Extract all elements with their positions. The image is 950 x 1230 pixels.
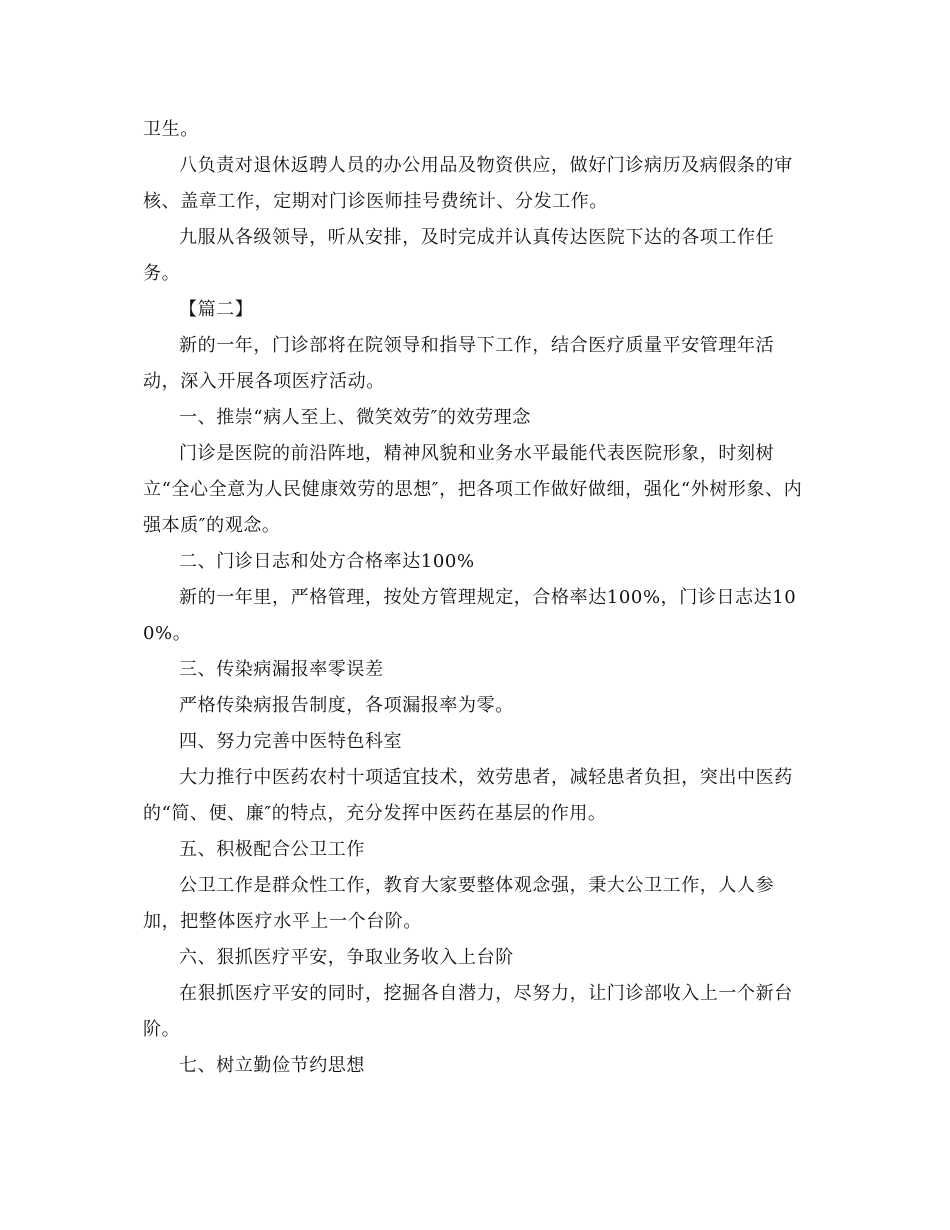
paragraph-two: 新的一年里，严格管理，按处方管理规定，合格率达100%，门诊日志达100%。 xyxy=(143,587,797,644)
paragraph-four: 大力推行中医药农村十项适宜技术，效劳患者，减轻患者负担，突出中医药的“简、便、廉″的特点，充分发挥中医药在基层的作用。 xyxy=(143,767,793,824)
paragraph-one: 门诊是医院的前沿阵地，精神风貌和业务水平最能代表医院形象，时刻树立“全心全意为人民健康效劳的思想″，把各项工作做好做细，强化“外树形象、内强本质″的观念。 xyxy=(143,443,803,536)
heading-seven: 七、树立勤俭节约思想 xyxy=(179,1055,365,1076)
paragraph-six: 在狠抓医疗平安的同时，挖掘各自潜力，尽努力，让门诊部收入上一个新台阶。 xyxy=(143,983,793,1040)
heading-six: 六、狠抓医疗平安，争取业务收入上台阶 xyxy=(179,947,514,968)
heading-one: 一、推崇“病人至上、微笑效劳″的效劳理念 xyxy=(179,407,531,428)
paragraph-item-9: 九服从各级领导，听从安排，及时完成并认真传达医院下达的各项工作任务。 xyxy=(143,227,775,284)
heading-two: 二、门诊日志和处方合格率达100% xyxy=(179,551,475,572)
paragraph-three: 严格传染病报告制度，各项漏报率为零。 xyxy=(179,695,514,716)
paragraph-intro: 新的一年，门诊部将在院领导和指导下工作，结合医疗质量平安管理年活动，深入开展各项医疗活动。 xyxy=(143,335,775,392)
heading-four: 四、努力完善中医特色科室 xyxy=(179,731,403,752)
paragraph-item-8: 八负责对退休返聘人员的办公用品及物资供应，做好门诊病历及病假条的审核、盖章工作，定期对门诊医师挂号费统计、分发工作。 xyxy=(143,155,793,212)
heading-five: 五、积极配合公卫工作 xyxy=(179,839,365,860)
section-heading-part-two: 【篇二】 xyxy=(179,299,254,320)
paragraph-five: 公卫工作是群众性工作，教育大家要整体观念强，秉大公卫工作，人人参加，把整体医疗水平上一个台阶。 xyxy=(143,875,775,932)
heading-three: 三、传染病漏报率零误差 xyxy=(179,659,384,680)
paragraph-continuation: 卫生。 xyxy=(143,119,199,140)
